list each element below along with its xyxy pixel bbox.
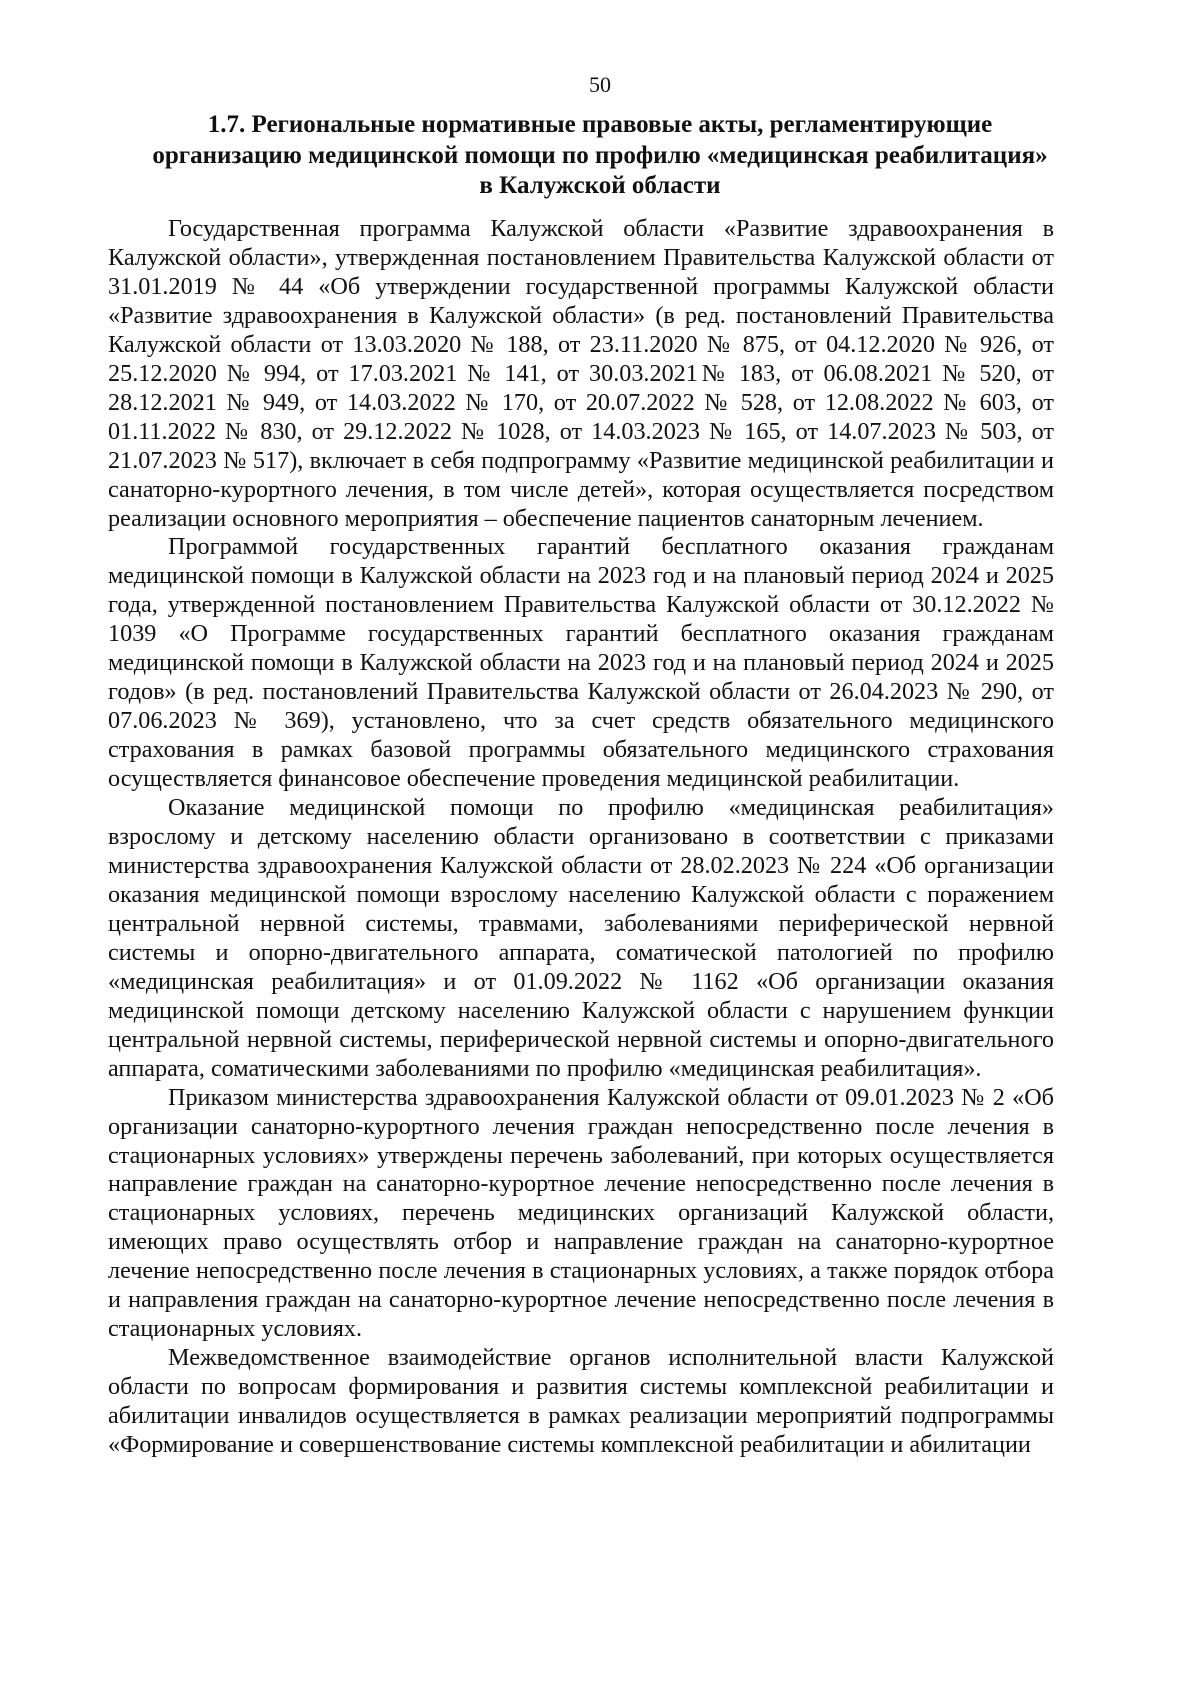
page-number: 50 xyxy=(589,72,611,97)
section-heading-line-2: организацию медицинской помощи по профилю «медицинская реабилитация» xyxy=(152,141,1048,169)
paragraph-state-program: Государственная программа Калужской области «Развитие здравоохранения в Калужской области», утвержденная постановлением Правительства Калужской области от 31.01.2019 № 44 «Об утверждении государственной программы Калужской области «Развитие здравоохранения в Калужской области» (в ред. постановлений Правительства Калужской области от 13.03.2020 № 188, от 23.11.2020 № 875, от 04.12.2020 № 926, от 25.12.2020 № 994, от 17.03.2021 № 141, от 30.03.2021№ 183, от 06.08.2021 № 520, от 28.12.2021 № 949, от 14.03.2022 № 170, от 20.07.2022 № 528, от 12.08.2022 № 603, от 01.11.2022 № 830, от 29.12.2022 № 1028, от 14.03.2023 № 165, от 14.07.2023 № 503, от 21.07.2023 № 517), включает в себя подпрограмму «Развитие медицинской реабилитации и санаторно-курортного лечения, в том числе детей», которая осуществляется посредством реализации основного мероприятия – обеспечение пациентов санаторным лечением. xyxy=(108,215,1054,532)
paragraph-sanatorium-order: Приказом министерства здравоохранения Калужской области от 09.01.2023 № 2 «Об организации санаторно-курортного лечения граждан непосредственно после лечения в стационарных условиях» утверждены перечень заболеваний, при которых осуществляется направление граждан на санаторно-курортное лечение непосредственно после лечения в стационарных условиях, перечень медицинских организаций Калужской области, имеющих право осуществлять отбор и направление граждан на санаторно-курортное лечение непосредственно после лечения в стационарных условиях, а также порядок отбора и направления граждан на санаторно-курортное лечение непосредственно после лечения в стационарных условиях. xyxy=(108,1083,1054,1343)
section-heading-line-1: 1.7. Региональные нормативные правовые акты, регламентирующие xyxy=(207,111,993,138)
paragraph-guarantee-program: Программой государственных гарантий бесплатного оказания гражданам медицинской помощи в Калужской области на 2023 год и на плановый период 2024 и 2025 года, утвержденной постановлением Правительства Калужской области от 30.12.2022 № 1039 «О Программе государственных гарантий бесплатного оказания гражданам медицинской помощи в Калужской области на 2023 год и на плановый период 2024 и 2025 годов» (в ред. постановлений Правительства Калужской области от 26.04.2023 № 290, от 07.06.2023 № 369), установлено, что за счет средств обязательного медицинского страхования в рамках базовой программы обязательного медицинского страхования осуществляется финансовое обеспечение проведения медицинской реабилитации. xyxy=(108,533,1054,793)
document-body xyxy=(108,215,1054,1460)
section-heading xyxy=(130,110,1070,202)
paragraph-interagency-cooperation: Межведомственное взаимодействие органов исполнительной власти Калужской области по вопросам формирования и развития системы комплексной реабилитации и абилитации инвалидов осуществляется в рамках реализации мероприятий подпрограммы «Формирование и совершенствование системы комплексной реабилитации и абилитации xyxy=(108,1344,1054,1459)
paragraph-rehabilitation-orders: Оказание медицинской помощи по профилю «медицинская реабилитация» взрослому и детскому населению области организовано в соответствии с приказами министерства здравоохранения Калужской области от 28.02.2023 № 224 «Об организации оказания медицинской помощи взрослому населению Калужской области с поражением центральной нервной системы, травмами, заболеваниями периферической нервной системы и опорно-двигательного аппарата, соматической патологией по профилю «медицинская реабилитация» и от 01.09.2022 № 1162 «Об организации оказания медицинской помощи детскому населению Калужской области с нарушением функции центральной нервной системы, периферической нервной системы и опорно-двигательного аппарата, соматическими заболеваниями по профилю «медицинская реабилитация». xyxy=(108,794,1054,1082)
section-heading-line-3: в Калужской области xyxy=(479,172,721,199)
